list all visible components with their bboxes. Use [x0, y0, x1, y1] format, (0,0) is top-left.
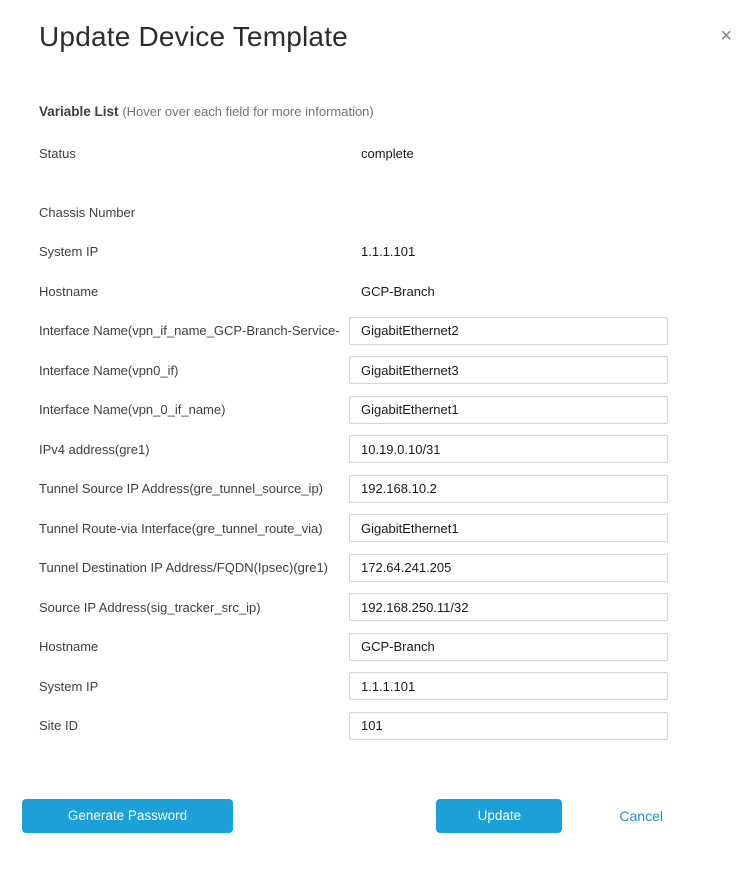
row-tunnel-route-via [0, 509, 752, 549]
update-button[interactable]: Update [436, 799, 562, 833]
variable-list [0, 134, 752, 746]
site-id-input[interactable] [349, 712, 668, 740]
tunnel-destination-ip-input[interactable] [349, 554, 668, 582]
row-interface-name-vpn0-if [0, 351, 752, 391]
field-label: Interface Name(vpn_if_name_GCP-Branch-Service- [39, 323, 340, 339]
row-site-id [0, 706, 752, 746]
row-system-ip-static [0, 232, 752, 272]
generate-password-button[interactable]: Generate Password [22, 799, 233, 833]
row-tunnel-source-ip [0, 469, 752, 509]
row-hostname-input [0, 627, 752, 667]
ipv4-address-gre1-input[interactable] [349, 435, 668, 463]
row-status [0, 134, 752, 174]
field-label: Interface Name(vpn0_if) [39, 362, 179, 378]
field-label: System IP [39, 244, 99, 260]
field-label: Site ID [39, 718, 79, 734]
variable-list-label: Variable List [39, 104, 119, 119]
row-source-ip [0, 588, 752, 628]
variable-list-hint: (Hover over each field for more information) [122, 104, 374, 119]
interface-name-vpn-0-if-name-input[interactable] [349, 396, 668, 424]
field-label: Tunnel Destination IP Address/FQDN(Ipsec)(gre1) [39, 560, 329, 576]
hostname-value: GCP-Branch [361, 283, 435, 299]
row-tunnel-destination-ip [0, 548, 752, 588]
tunnel-source-ip-input[interactable] [349, 475, 668, 503]
status-value: complete [361, 146, 414, 162]
field-label: System IP [39, 678, 99, 694]
field-label: Chassis Number [39, 204, 136, 220]
field-label: Hostname [39, 639, 99, 655]
row-interface-name-vpn-0-if-name [0, 390, 752, 430]
row-ipv4-address-gre1 [0, 430, 752, 470]
row-system-ip-input [0, 667, 752, 707]
interface-name-vpn0-if-input[interactable] [349, 356, 668, 384]
system-ip-input[interactable] [349, 672, 668, 700]
field-label: Source IP Address(sig_tracker_src_ip) [39, 599, 261, 615]
interface-name-vpn-if-name-input[interactable] [349, 317, 668, 345]
variable-list-heading [39, 104, 752, 119]
field-label: Hostname [39, 283, 99, 299]
dialog-footer [0, 799, 752, 833]
field-label: Tunnel Route-via Interface(gre_tunnel_route_via) [39, 520, 323, 536]
field-label: Status [39, 146, 76, 162]
cancel-link[interactable]: Cancel [619, 807, 663, 824]
field-label: Tunnel Source IP Address(gre_tunnel_source_ip) [39, 481, 324, 497]
row-spacer [0, 174, 752, 193]
source-ip-input[interactable] [349, 593, 668, 621]
tunnel-route-via-input[interactable] [349, 514, 668, 542]
field-label: Interface Name(vpn_0_if_name) [39, 402, 226, 418]
dialog-title: Update Device Template [39, 21, 348, 52]
row-hostname-static [0, 272, 752, 312]
close-icon[interactable]: × [720, 25, 732, 47]
row-chassis-number [0, 193, 752, 233]
field-label: IPv4 address(gre1) [39, 441, 150, 457]
row-interface-name-vpn-if-name [0, 311, 752, 351]
system-ip-value: 1.1.1.101 [361, 244, 416, 260]
hostname-input[interactable] [349, 633, 668, 661]
